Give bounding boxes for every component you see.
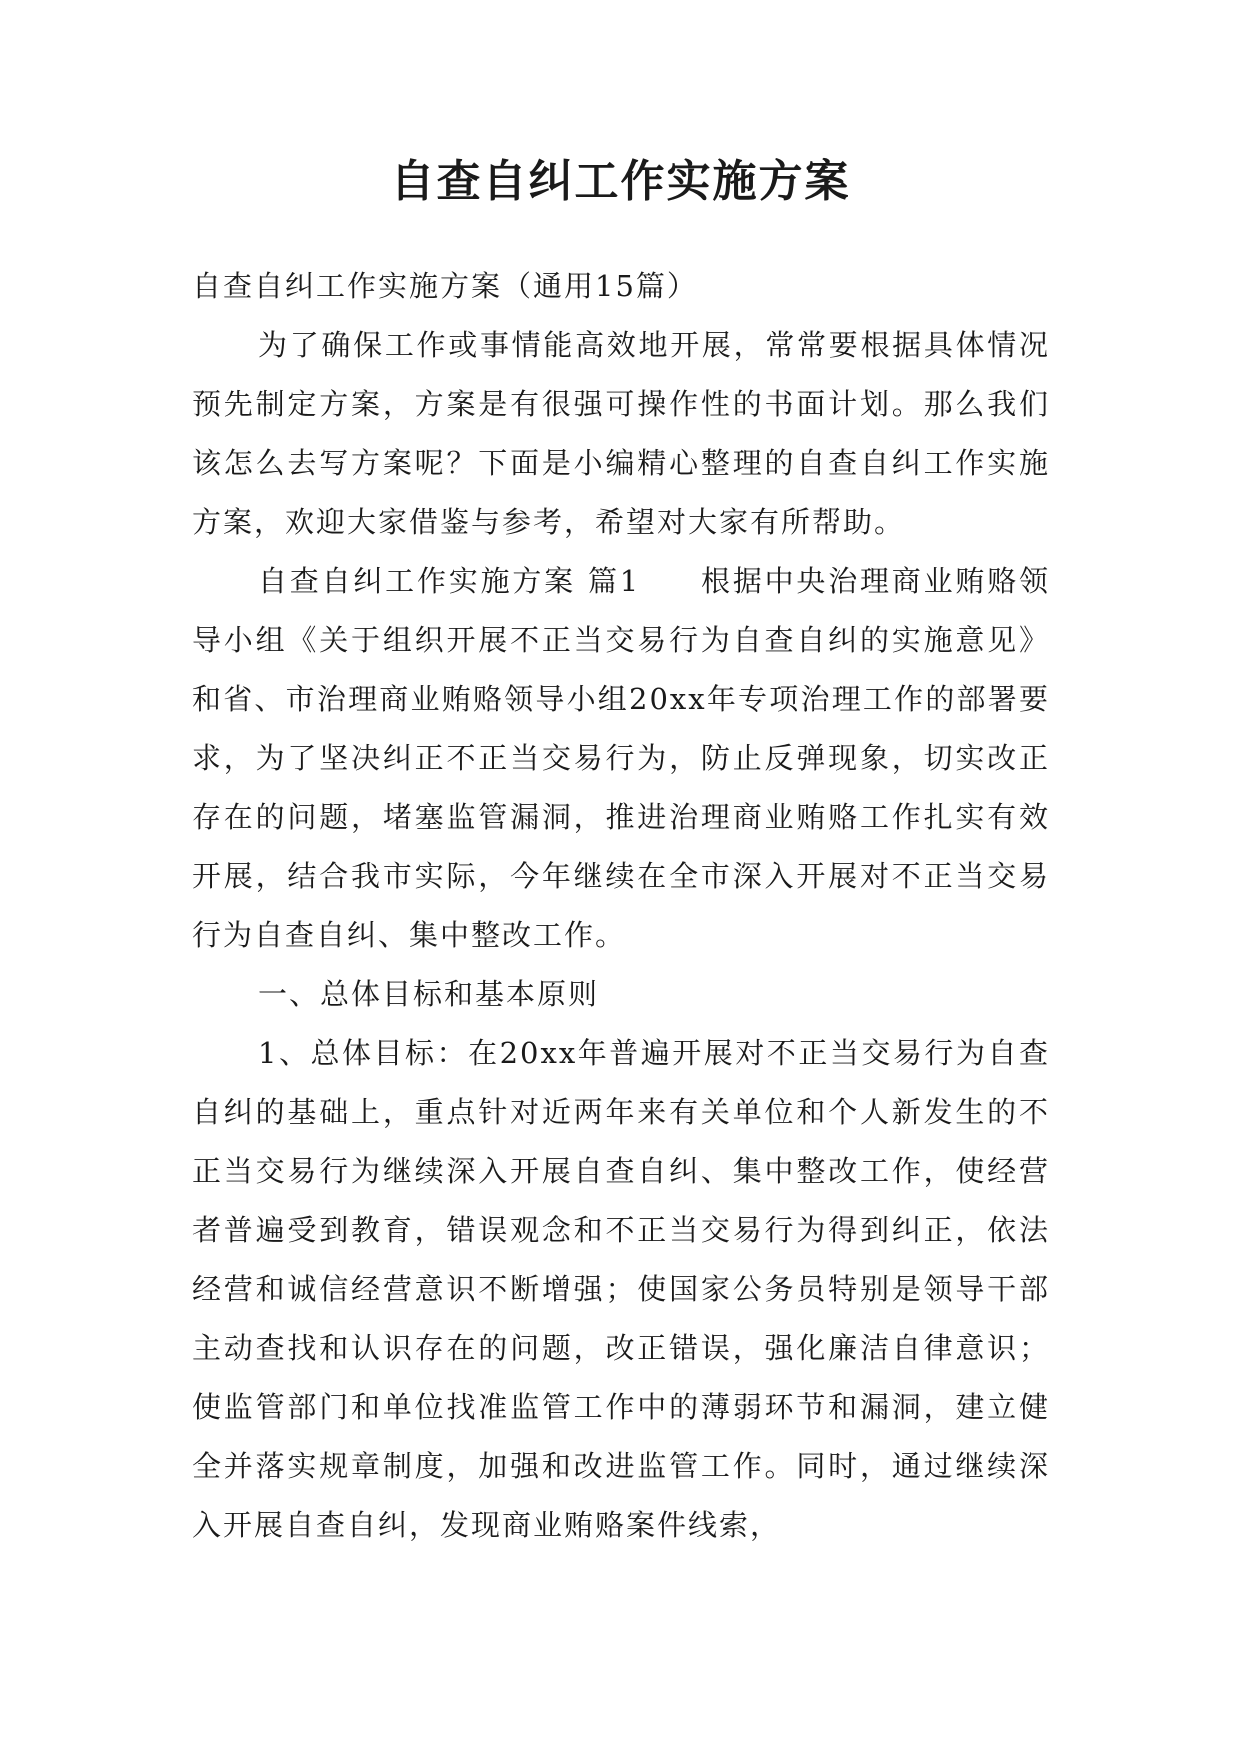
heading-general-goals: 一、总体目标和基本原则 [258,977,600,1011]
document-title: 自查自纠工作实施方案 [390,156,851,207]
document-subtitle: 自查自纠工作实施方案（通用15篇） [192,269,698,303]
intro-paragraph: 为了确保工作或事情能高效地开展，常常要根据具体情况预先制定方案，方案是有很强可操作性的书面计划。那么我们该怎么去写方案呢？下面是小编精心整理的自查自纠工作实施方案，欢迎大家借鉴与参考，希望对大家有所帮助。 [192,328,1050,539]
section-1-paragraph [192,552,1050,965]
goal-paragraph: 1、总体目标：在20xx年普遍开展对不正当交易行为自查自纠的基础上，重点针对近两年来有关单位和个人新发生的不正当交易行为继续深入开展自查自纠、集中整改工作，使经营者普遍受到教育，错误观念和不正当交易行为得到纠正，依法经营和诚信经营意识不断增强；使国家公务员特别是领导干部主动查找和认识存在的问题，改正错误，强化廉洁自律意识；使监管部门和单位找准监管工作中的薄弱环节和漏洞，建立健全并落实规章制度，加强和改进监管工作。同时，通过继续深入开展自查自纠，发现商业贿赂案件线索， [192,1036,1050,1542]
section-1-label: 自查自纠工作实施方案 篇1 [258,564,641,598]
section-1-text: 根据中央治理商业贿赂领导小组《关于组织开展不正当交易行为自查自纠的实施意见》和省、市治理商业贿赂领导小组20xx年专项治理工作的部署要求，为了坚决纠正不正当交易行为，防止反弹现象，切实改正存在的问题，堵塞监管漏洞，推进治理商业贿赂工作扎实有效开展，结合我市实际，今年继续在全市深入开展对不正当交易行为自查自纠、集中整改工作。 [192,564,1050,952]
document-body [192,257,1050,1555]
